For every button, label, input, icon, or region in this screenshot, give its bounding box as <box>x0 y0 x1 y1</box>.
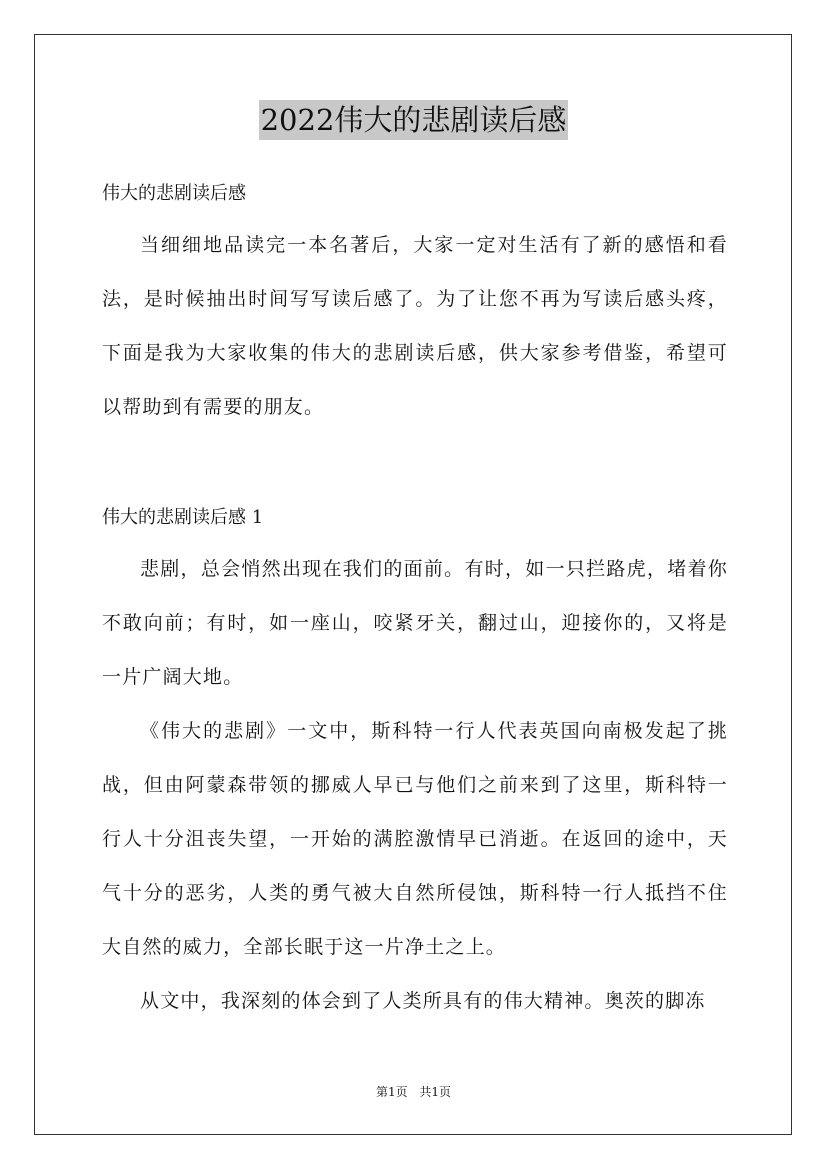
section1-heading: 伟大的悲剧读后感 1 <box>102 507 264 528</box>
total-pages: 共1页 <box>419 1085 452 1099</box>
document-body <box>102 170 728 1028</box>
page-footer <box>0 1083 827 1101</box>
section1-paragraph-3: 从文中，我深刻的体会到了人类所具有的伟大精神。奥茨的脚冻 <box>140 990 706 1012</box>
title-container <box>0 100 827 140</box>
intro-heading: 伟大的悲剧读后感 <box>102 183 246 204</box>
page-number: 第1页 <box>375 1085 408 1099</box>
intro-paragraph: 当细细地品读完一本名著后，大家一定对生活有了新的感悟和看法，是时候抽出时间写写读后感了。为了让您不再为写读后感头疼，下面是我为大家收集的伟大的悲剧读后感，供大家参考借鉴，希望可以帮助到有需要的朋友。 <box>102 234 728 418</box>
document-title: 2022伟大的悲剧读后感 <box>259 100 569 140</box>
section-gap <box>102 434 728 494</box>
section1-paragraph-2: 《伟大的悲剧》一文中，斯科特一行人代表英国向南极发起了挑战，但由阿蒙森带领的挪威人早已与他们之前来到了这里，斯科特一行人十分沮丧失望，一开始的满腔激情早已消逝。在返回的途中，天气十分的恶劣，人类的勇气被大自然所侵蚀，斯科特一行人抵挡不住大自然的威力，全部长眠于这一片净土之上。 <box>102 720 728 958</box>
section1-paragraph-1: 悲剧，总会悄然出现在我们的面前。有时，如一只拦路虎，堵着你不敢向前；有时，如一座山，咬紧牙关，翻过山，迎接你的，又将是一片广阔大地。 <box>102 558 728 688</box>
